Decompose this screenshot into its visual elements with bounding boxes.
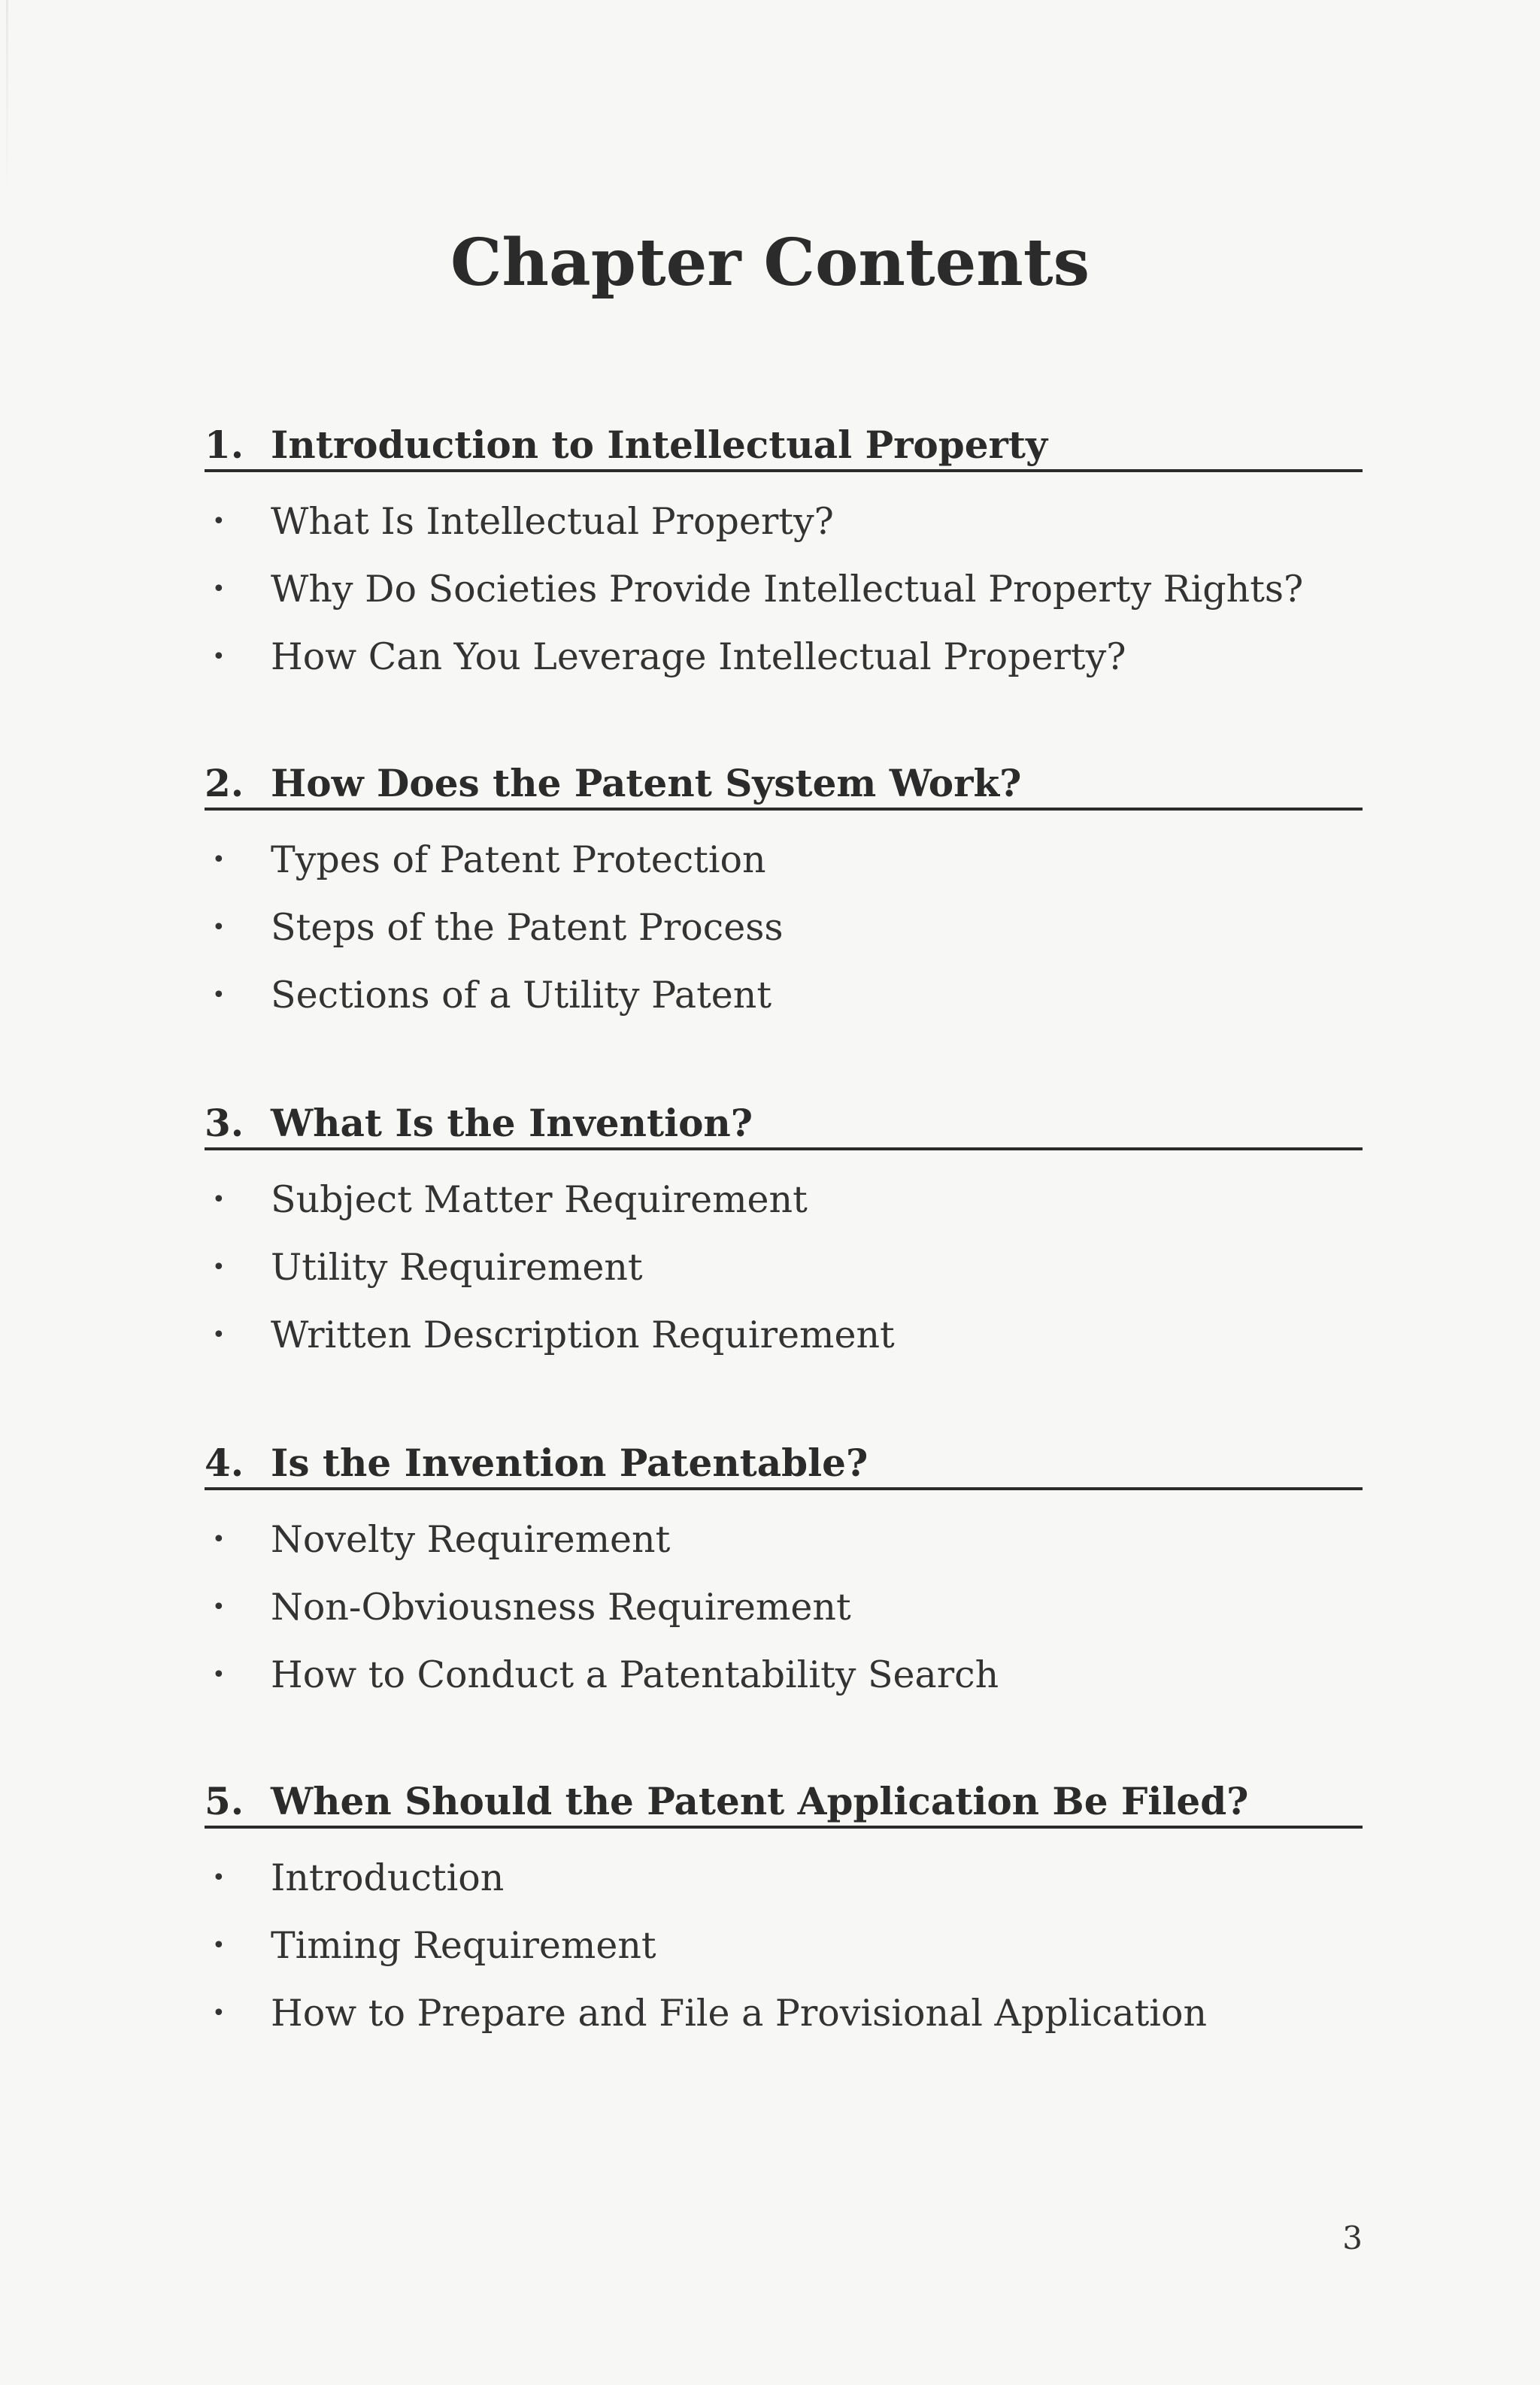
- chapter-number: 1.: [205, 423, 244, 467]
- topic-text: How to Prepare and File a Provisional Application: [271, 1991, 1208, 2035]
- topic-text: How Can You Leverage Intellectual Property?: [271, 635, 1126, 678]
- chapter-section-2: [205, 750, 1363, 1029]
- topic-text: Utility Requirement: [271, 1245, 643, 1289]
- bullet-icon: •: [212, 1186, 226, 1213]
- scan-edge-shadow: [6, 0, 8, 195]
- topic-list: [205, 1844, 1363, 2047]
- chapter-number: 3.: [205, 1101, 244, 1145]
- topic-text: What Is Intellectual Property?: [271, 499, 834, 543]
- chapter-section-3: [205, 1090, 1363, 1368]
- bullet-icon: •: [212, 846, 226, 873]
- topic-list: [205, 826, 1363, 1029]
- topic-item: [205, 1233, 1363, 1301]
- topic-item: [205, 1573, 1363, 1641]
- topic-item: [205, 1641, 1363, 1708]
- topic-item: [205, 487, 1363, 555]
- bullet-icon: •: [212, 981, 226, 1008]
- topic-list: [205, 1505, 1363, 1708]
- bullet-icon: •: [212, 575, 226, 602]
- chapter-title: How Does the Patent System Work?: [271, 761, 1022, 805]
- chapter-section-1: [205, 412, 1363, 690]
- bullet-icon: •: [212, 508, 226, 535]
- chapter-title: Introduction to Intellectual Property: [271, 423, 1048, 467]
- topic-item: [205, 893, 1363, 961]
- topic-item: [205, 1165, 1363, 1233]
- bullet-icon: •: [212, 1593, 226, 1620]
- topic-text: Novelty Requirement: [271, 1517, 671, 1561]
- chapter-heading: [205, 412, 1363, 472]
- topic-item: [205, 555, 1363, 623]
- bullet-icon: •: [212, 1864, 226, 1891]
- topic-text: How to Conduct a Patentability Search: [271, 1653, 999, 1696]
- chapter-heading: [205, 1430, 1363, 1490]
- topic-text: Sections of a Utility Patent: [271, 973, 772, 1017]
- chapter-title: Is the Invention Patentable?: [271, 1441, 869, 1485]
- topic-text: Steps of the Patent Process: [271, 905, 784, 949]
- topic-list: [205, 1165, 1363, 1368]
- chapter-heading: [205, 1768, 1363, 1829]
- topic-text: Written Description Requirement: [271, 1313, 895, 1356]
- topic-text: Subject Matter Requirement: [271, 1177, 808, 1221]
- bullet-icon: •: [212, 1526, 226, 1553]
- bullet-icon: •: [212, 914, 226, 941]
- topic-text: Why Do Societies Provide Intellectual Property Rights?: [271, 567, 1304, 611]
- chapter-number: 5.: [205, 1779, 244, 1823]
- chapter-section-4: [205, 1430, 1363, 1708]
- chapter-number: 4.: [205, 1441, 244, 1485]
- topic-item: [205, 623, 1363, 690]
- bullet-icon: •: [212, 1321, 226, 1348]
- chapter-title: What Is the Invention?: [271, 1101, 753, 1145]
- bullet-icon: •: [212, 1661, 226, 1688]
- topic-text: Introduction: [271, 1856, 505, 1899]
- topic-item: [205, 1301, 1363, 1368]
- bullet-icon: •: [212, 1999, 226, 2026]
- topic-item: [205, 961, 1363, 1029]
- chapter-section-5: [205, 1768, 1363, 2047]
- chapter-title: When Should the Patent Application Be Filed?: [271, 1779, 1249, 1823]
- chapter-number: 2.: [205, 761, 244, 805]
- topic-item: [205, 1911, 1363, 1979]
- topic-text: Types of Patent Protection: [271, 838, 766, 881]
- topic-item: [205, 1979, 1363, 2047]
- topic-item: [205, 1844, 1363, 1911]
- bullet-icon: •: [212, 643, 226, 670]
- topic-text: Timing Requirement: [271, 1923, 656, 1967]
- chapter-heading: [205, 1090, 1363, 1150]
- chapter-heading: [205, 750, 1363, 811]
- page-title: Chapter Contents: [450, 225, 1090, 301]
- topic-item: [205, 826, 1363, 893]
- topic-item: [205, 1505, 1363, 1573]
- page-number: 3: [1342, 2220, 1363, 2256]
- bullet-icon: •: [212, 1253, 226, 1280]
- topic-text: Non-Obviousness Requirement: [271, 1585, 851, 1629]
- bullet-icon: •: [212, 1932, 226, 1959]
- topic-list: [205, 487, 1363, 690]
